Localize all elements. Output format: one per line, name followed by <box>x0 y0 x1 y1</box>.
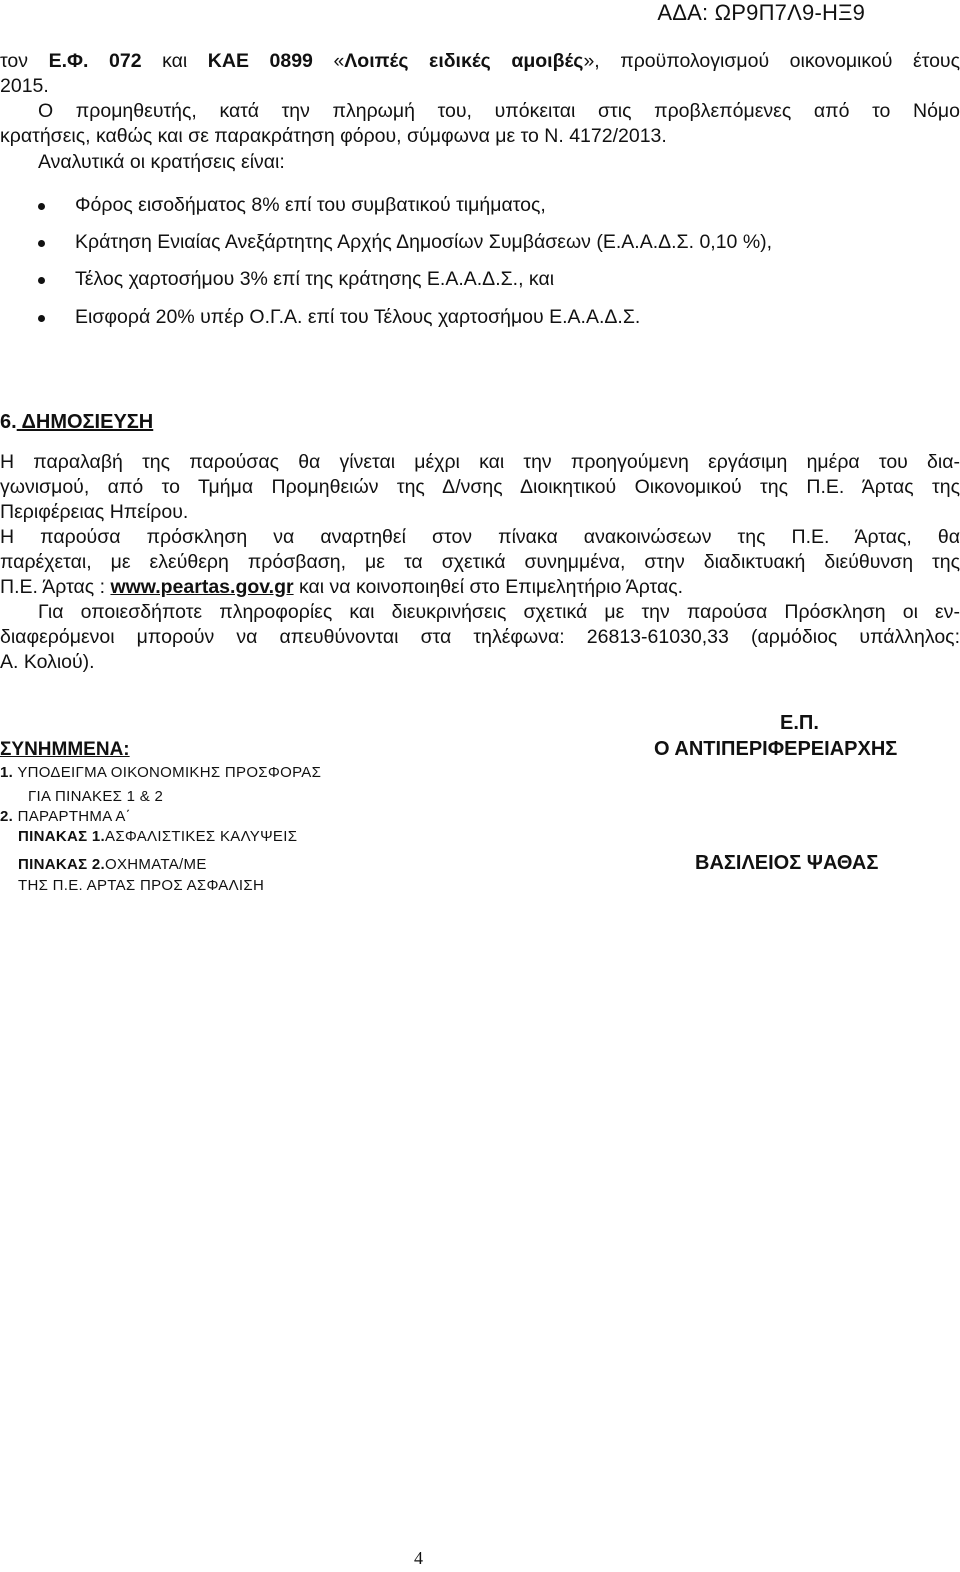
attachment-1-sub: ΓΙΑ ΠΙΝΑΚΕΣ 1 & 2 <box>28 788 164 805</box>
signature-org: Ε.Π. <box>780 712 819 734</box>
page-number: 4 <box>414 1548 423 1568</box>
attachments-title: ΣΥΝΗΜΜΕΝΑ: <box>0 739 130 760</box>
section-title: ΔΗΜΟΣΙΕΥΣΗ <box>21 411 154 433</box>
section6-p2-line-1: Η παρούσα πρόσκληση να αναρτηθεί στον πίνακα ανακοινώσεων της Π.Ε. Άρτας, θα <box>0 526 960 548</box>
kae-code: ΚΑΕ 0899 <box>207 50 313 72</box>
intro-line-5: Αναλυτικά οι κρατήσεις είναι: <box>38 151 285 173</box>
table-2-sub: ΤΗΣ Π.Ε. ΑΡΤΑΣ ΠΡΟΣ ΑΣΦΑΛΙΣΗ <box>18 877 265 894</box>
intro-line-1 <box>0 49 960 73</box>
section-heading <box>0 411 153 434</box>
signature-name: ΒΑΣΙΛΕΙΟΣ ΨΑΘΑΣ <box>695 852 879 874</box>
intro-line-3: Ο προμηθευτής, κατά την πληρωμή του, υπόκειται στις προβλεπόμενες από το Νόμο <box>38 100 960 122</box>
section-number: 6. <box>0 411 17 433</box>
paragraph-text: και να κοινοποιηθεί στο Επιμελητήριο Άρτας. <box>293 576 684 598</box>
paragraph-text: Π.Ε. Άρτας : <box>0 576 111 598</box>
attachment-text: ΥΠΟΔΕΙΓΜΑ ΟΙΚΟΝΟΜΙΚΗΣ ΠΡΟΣΦΟΡΑΣ <box>13 764 322 781</box>
website-link[interactable]: www.peartas.gov.gr <box>110 576 294 598</box>
attachment-number: 1. <box>0 764 14 781</box>
list-item-text: Φόρος εισοδήματος 8% επί του συμβατικού τιμήματος, <box>75 194 546 216</box>
bullet-icon <box>38 315 45 322</box>
section6-p2-line-3 <box>0 575 960 599</box>
section6-p3-line-3: Α. Κολιού). <box>0 651 95 673</box>
intro-line-4: κρατήσεις, καθώς και σε παρακράτηση φόρου, σύμφωνα με το Ν. 4172/2013. <box>0 125 667 147</box>
section6-p3-line-2: διαφερόμενοι μπορούν να απευθύνονται στα τηλέφωνα: 26813-61030,33 (αρμόδιος υπάλληλος: <box>0 626 960 648</box>
intro-line-2: 2015. <box>0 75 49 97</box>
attachment-text: ΠΑΡΑΡΤΗΜΑ Α΄ <box>13 808 131 825</box>
paragraph-text: Η παραλαβή της παρούσας θα γίνεται μέχρι και την προηγούμενη εργάσιμη ημέρα του δια- <box>0 451 960 473</box>
bullet-icon <box>38 277 45 284</box>
intro-text: τον <box>0 50 49 72</box>
intro-text: « <box>312 50 345 72</box>
section6-p3-line-1: Για οποιεσδήποτε πληροφορίες και διευκρινήσεις σχετικά με την παρούσα Πρόσκληση οι εν- <box>38 601 960 623</box>
section6-p1-line-3: Περιφέρειας Ηπείρου. <box>0 501 189 523</box>
attachment-2 <box>0 808 131 826</box>
table-2-ref <box>18 856 207 874</box>
list-item-text: Εισφορά 20% υπέρ Ο.Γ.Α. επί του Τέλους χαρτοσήμου Ε.Α.Α.Δ.Σ. <box>75 306 641 328</box>
table-1-ref <box>18 828 297 846</box>
bullet-icon <box>38 240 45 247</box>
budget-code: Ε.Φ. 072 <box>48 50 142 72</box>
section6-p2-line-2: παρέχεται, με ελεύθερη πρόσβαση, με τα σχετικά συνημμένα, στην διαδικτυακή διεύθυνση της <box>0 551 960 573</box>
section6-p1-line-1 <box>0 450 960 474</box>
attachment-1 <box>0 764 321 782</box>
table-text: ΟΧΗΜΑΤΑ/ΜΕ <box>105 856 207 873</box>
list-item-text: Τέλος χαρτοσήμου 3% επί της κράτησης Ε.Α.Α.Δ.Σ., και <box>75 268 555 290</box>
intro-text: και <box>141 50 208 72</box>
list-item-text: Κράτηση Ενιαίας Ανεξάρτητης Αρχής Δημοσίων Συμβάσεων (Ε.Α.Α.Δ.Σ. 0,10 %), <box>75 231 773 253</box>
table-label: ΠΙΝΑΚΑΣ 1. <box>18 828 106 845</box>
intro-text: », προϋπολογισμού οικονομικού έτους <box>583 50 960 72</box>
table-text: ΑΣΦΑΛΙΣΤΙΚΕΣ ΚΑΛΥΨΕΙΣ <box>105 828 298 845</box>
section6-p1-line-2: γωνισμού, από το Τμήμα Προμηθειών της Δ/νσης Διοικητικού Οικονομικού της Π.Ε. Άρτας της <box>0 476 960 498</box>
table-label: ΠΙΝΑΚΑΣ 2. <box>18 856 106 873</box>
signature-role: Ο ΑΝΤΙΠΕΡΙΦΕΡΕΙΑΡΧΗΣ <box>654 738 898 760</box>
expense-title: Λοιπές ειδικές αμοιβές <box>344 50 584 72</box>
bullet-icon <box>38 203 45 210</box>
ada-code: ΑΔΑ: ΩΡ9Π7Λ9-ΗΞ9 <box>657 0 865 25</box>
attachment-number: 2. <box>0 808 14 825</box>
